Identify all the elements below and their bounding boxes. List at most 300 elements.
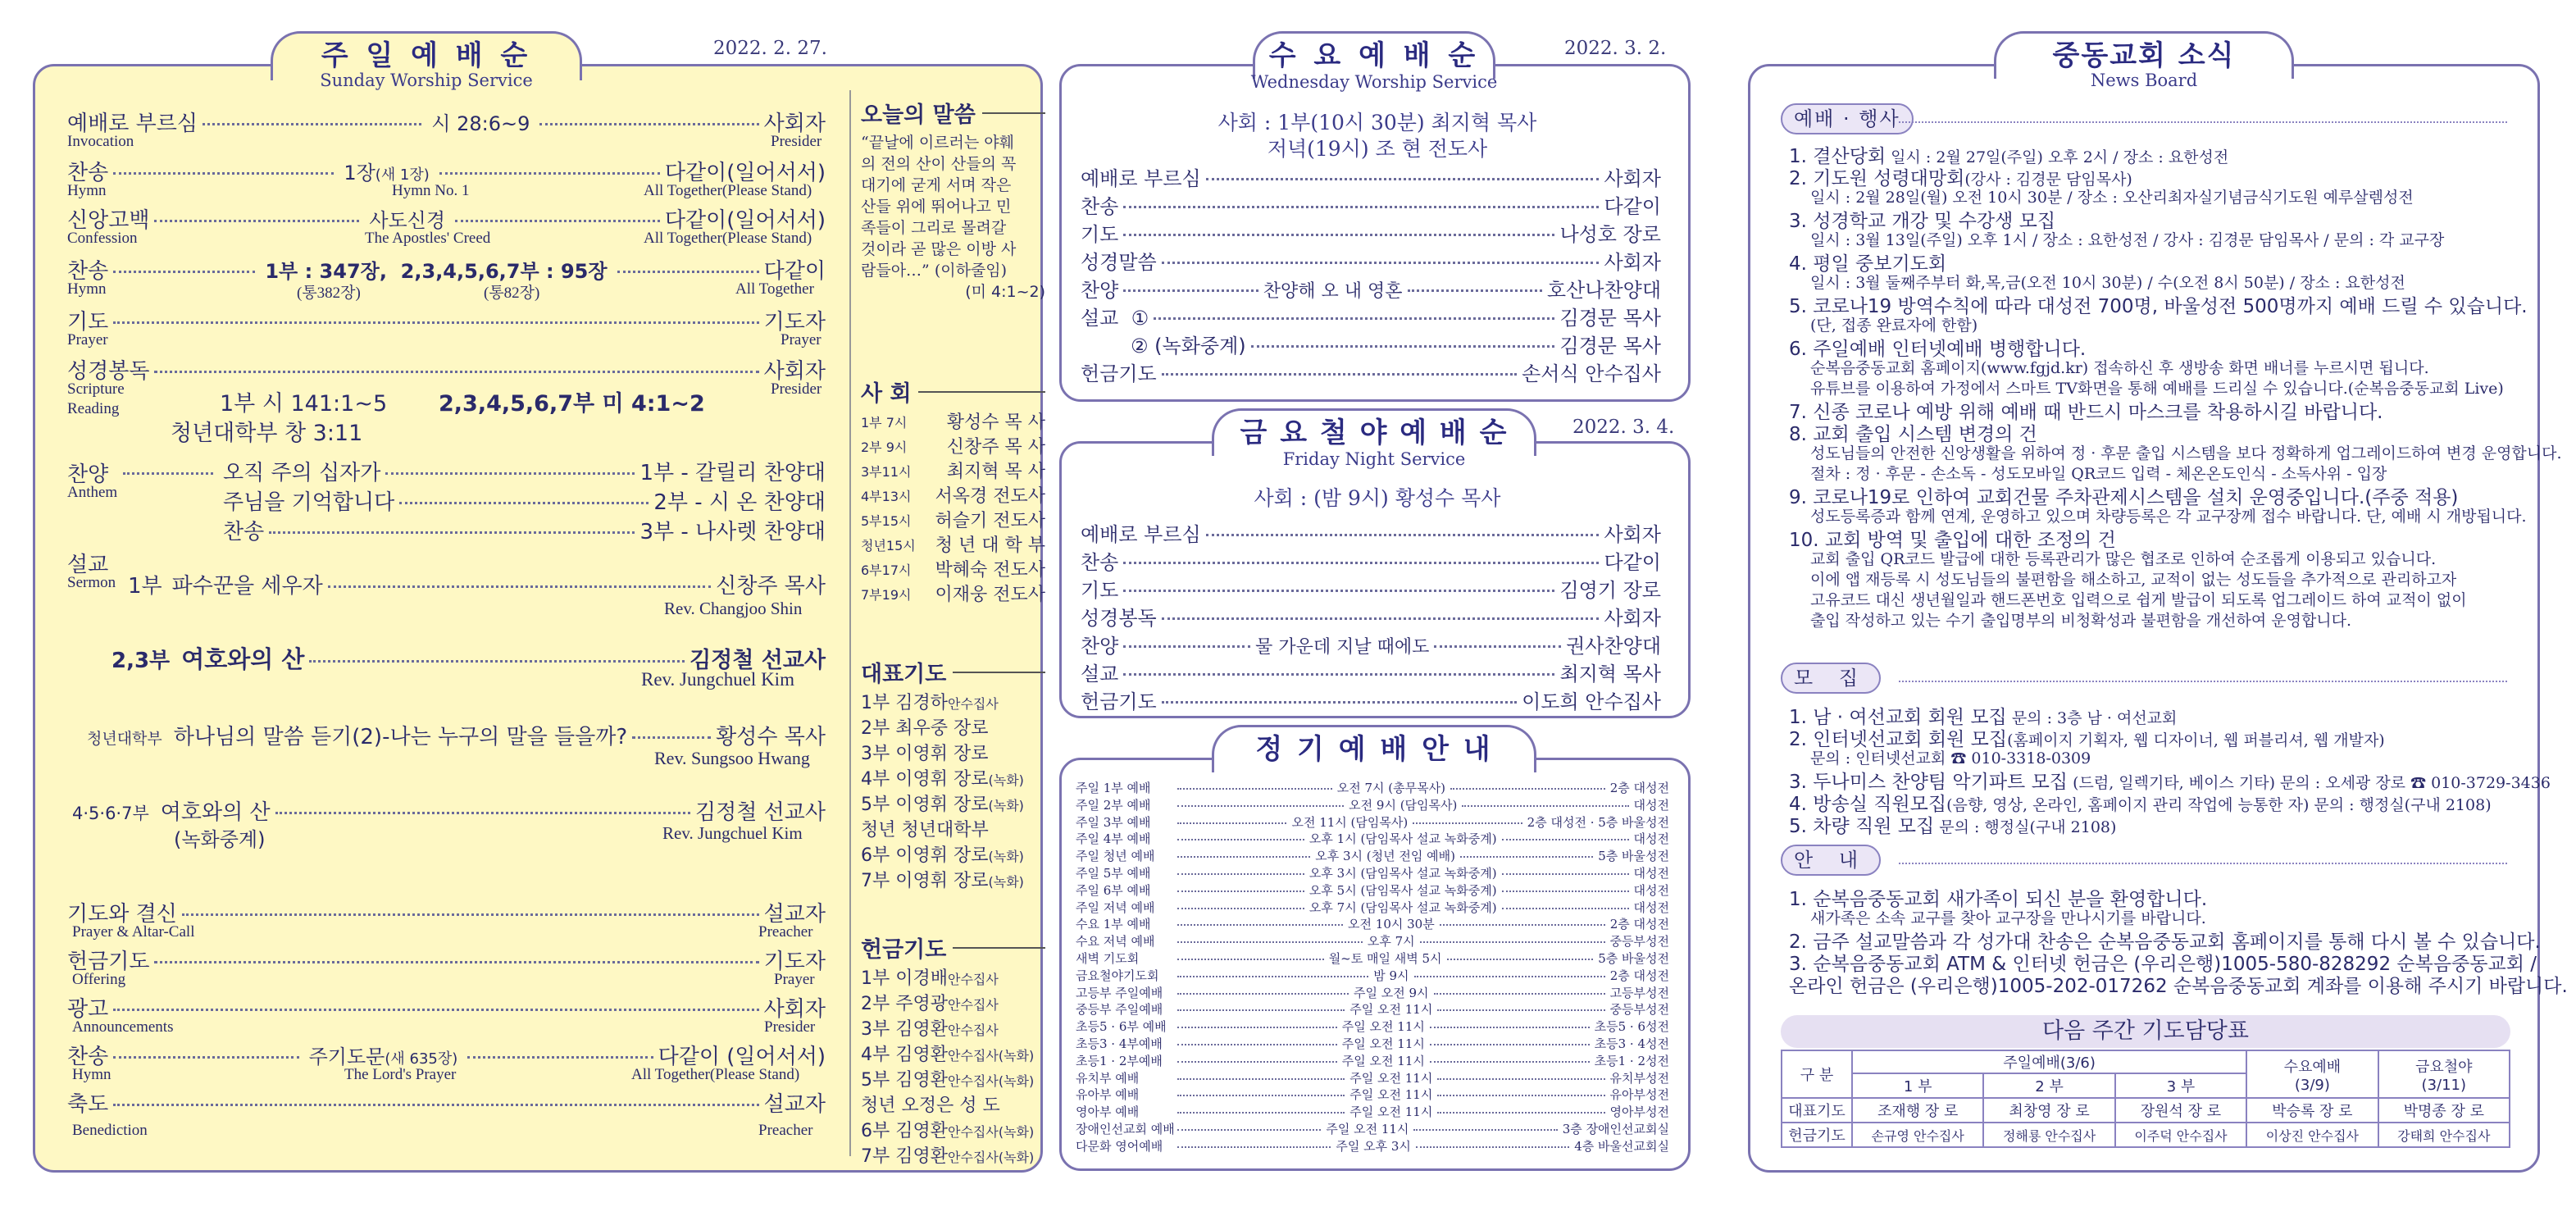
rep-item (861, 691, 1045, 717)
schedule-place: 중등부성전 (1609, 934, 1669, 950)
schedule-row (1076, 779, 1669, 796)
friday-title-tab: 금 요 철 야 예 배 순 (1212, 408, 1536, 456)
order-hymn-1: 찬송 1장(새 1장) 다같이(일어서서) (67, 161, 826, 185)
dots (1206, 534, 1600, 536)
off-item (861, 1018, 1045, 1043)
news-item-detail: 교회 출입 QR코드 발급에 대한 등록관리가 많은 협조로 인하여 순조롭게 이용되고 있습니다. (1810, 550, 2437, 568)
dots (1502, 908, 1629, 909)
order-mid: 찬양해 오 내 영혼 (1263, 281, 1403, 302)
schedule-row (1076, 847, 1669, 864)
dots (1502, 839, 1629, 840)
anthem-2: 주님을 기억합니다 2부 - 시 온 찬양대 (223, 490, 826, 515)
off-item (861, 1068, 1045, 1094)
dots (1162, 617, 1600, 620)
schedule-time: 밤 9시 (1373, 968, 1409, 983)
sunday-date: 2022. 2. 27. (713, 38, 827, 59)
dots (1177, 976, 1368, 977)
dots (1177, 822, 1286, 824)
schedule-time: 오전 10시 30분 (1348, 917, 1435, 932)
dots (1430, 1027, 1590, 1028)
order-altar-call: 기도와 결신 설교자 (67, 902, 826, 927)
rep-item (861, 717, 1045, 742)
order-label: 설교 ① (1081, 307, 1149, 330)
schedule-name: 초등3 · 4부예배 (1076, 1036, 1163, 1051)
schedule-time: 주일 오전 11시 (1341, 1019, 1425, 1035)
order-hymn-2: 찬송 1부 : 347장, 2,3,4,5,6,7부 : 95장 다같이 (67, 259, 826, 284)
schedule-time: 주일 오전 11시 (1349, 1087, 1433, 1103)
news-item-title: 6. 주일예배 인터넷예배 병행합니다. (1789, 339, 2087, 360)
dots (1177, 890, 1304, 892)
order-label: 헌금기도 (1081, 690, 1157, 713)
host-name: 서옥경 전도사 (935, 486, 1045, 507)
news-item-detail: 절차 : 정 · 후문 - 손소독 - 성도모바일 QR코드 입력 - 체온온도인식 - 소독사위 - 입장 (1810, 465, 2387, 483)
schedule-time: 오전 7시 (총무목사) (1336, 781, 1445, 795)
schedule-row (1076, 1000, 1669, 1018)
dots (1177, 1027, 1337, 1028)
schedule-place: 초등1 · 2성전 (1594, 1053, 1669, 1068)
dots (1177, 1044, 1337, 1045)
schedule-time: 오후 1시 (담임목사 설교 녹화중계) (1308, 831, 1497, 847)
dots (1450, 788, 1605, 790)
order-label: 성경봉독 (1081, 607, 1157, 630)
host-part: 4부13시 (861, 489, 912, 504)
prayer-table-title: 다음 주간 기도담당표 (1781, 1015, 2510, 1048)
news-item-detail: 일시 : 3월 둘째주부터 화,목,금(오전 10시 30분) / 수(오전 8시 50분) / 장소 : 요한성전 (1810, 274, 2405, 292)
rep-name: 1부 김경하 (861, 693, 948, 713)
rep-name: 2부 최우중 장로 (861, 718, 989, 739)
host-name: 허슬기 전도사 (935, 511, 1045, 531)
word-line: 람들아…” (이하줄임) (861, 262, 1008, 280)
schedule-row (1076, 1069, 1669, 1086)
dots (1502, 890, 1629, 892)
schedule-row (1076, 813, 1669, 831)
schedule-row (1076, 899, 1669, 916)
schedule-time: 주일 오전 9시 (1354, 985, 1429, 1000)
news-item (1789, 971, 2568, 998)
dots (1177, 908, 1304, 909)
schedule-name: 주일 2부 예배 (1076, 797, 1151, 813)
order-scripture: 성경봉독 사회자 (67, 359, 826, 384)
rep-name: 5부 이영휘 장로 (861, 795, 989, 815)
host-item (861, 558, 1045, 583)
friday-row (1081, 546, 1661, 575)
off-item (861, 1043, 1045, 1068)
schedule-place: 5층 바울성전 (1598, 849, 1669, 864)
order-value: 다같이 (1604, 195, 1661, 218)
dots (1123, 289, 1258, 292)
schedule-name: 주일 5부 예배 (1076, 866, 1151, 881)
sunday-title: 주 일 예 배 순 (321, 39, 532, 72)
host-part: 청년15시 (861, 538, 916, 553)
schedule-title-tab: 정 기 예 배 안 내 (1212, 725, 1536, 772)
schedule-row (1076, 1120, 1669, 1137)
schedule-time: 주일 오전 11시 (1341, 1053, 1425, 1068)
schedule-row (1076, 881, 1669, 899)
order-label: ② (녹화중계) (1081, 335, 1246, 358)
dots (1462, 805, 1628, 807)
sermon-1: 1부 파수꾼을 세우자 신창주 목사 (128, 574, 826, 599)
order-label: 설교 (1081, 663, 1119, 685)
schedule-row (1076, 984, 1669, 1001)
news-item-detail: 고유코드 대신 생년월일과 핸드폰번호 입력으로 쉽게 발급이 되도록 업그레이드 하여 교적이 없이 (1810, 591, 2467, 609)
news-item-title: 9. 코로나19로 인하여 교회건물 주차관제시스템을 설치 운영중입니다.(주중 적용) (1789, 487, 2459, 508)
dots (1177, 805, 1344, 807)
news-item-detail: 출입 작성하고 있는 수기 출입명부의 비청확성과 불편함을 개선하여 운영합니다. (1810, 612, 2352, 630)
friday-row (1081, 518, 1661, 547)
schedule-time: 오후 7시 (담임목사 설교 녹화중계) (1308, 900, 1497, 915)
dots (1123, 206, 1599, 208)
news-category-events: 예배 · 행사 (1781, 103, 1914, 134)
news-item-detail: 일시 : 3월 13일(주일) 오후 1시 / 장소 : 요한성전 / 강사 : 김경문 담임목사 / 문의 : 각 교구장 (1810, 231, 2445, 249)
word-line: 것이라 곧 많은 이방 사 (861, 240, 1017, 258)
host-name: 신창주 목 사 (946, 437, 1045, 458)
off-item (861, 1094, 1045, 1119)
dots (1413, 1129, 1557, 1131)
host-part: 5부15시 (861, 513, 912, 529)
news-category-recruit: 모 집 (1781, 663, 1881, 694)
schedule-name: 새벽 기도회 (1076, 951, 1140, 966)
schedule-row (1076, 1137, 1669, 1155)
scripture-3: 청년대학부 창 3:11 (171, 421, 363, 446)
off-name: 4부 김영환 (861, 1045, 948, 1065)
schedule-name: 금요철야기도회 (1076, 968, 1159, 983)
order-value: 나성호 장로 (1559, 223, 1661, 246)
schedule-name: 주일 3부 예배 (1076, 814, 1151, 830)
news-item-sub: (음향, 영상, 온라인, 홈페이지 관리 작업에 능통한 자) 문의 : 행정실(구내 2108) (1946, 796, 2492, 814)
dots (1177, 993, 1349, 995)
word-line: 산들 위에 뛰어나고 민 (861, 198, 1012, 216)
wednesday-title-tab: 수 요 예 배 순 (1253, 31, 1495, 79)
news-item-title: 3. 성경학교 개강 및 수강생 모집 (1789, 211, 2056, 232)
dots (1123, 645, 1250, 648)
rep-item (861, 793, 1045, 818)
order-value: 최지혁 목사 (1559, 663, 1661, 685)
dots (1437, 1078, 1604, 1080)
order-mid: 물 가운데 지날 때에도 (1255, 637, 1430, 658)
news-item-title: 8. 교회 출입 시스템 변경의 건 (1789, 424, 2037, 445)
wednesday-row (1081, 190, 1661, 219)
rep-item (861, 742, 1045, 767)
order-label: 찬양 (1081, 279, 1119, 302)
host-item (861, 583, 1045, 608)
order-offering: 헌금기도 기도자 (67, 950, 826, 974)
dots (1434, 645, 1561, 648)
schedule-name: 유아부 예배 (1076, 1087, 1140, 1103)
rep-suffix: (녹화) (988, 798, 1024, 813)
word-line: 의 전의 산이 산들의 꼭 (861, 155, 1017, 173)
order-label: 찬양 (1081, 635, 1119, 658)
news-item-detail: 순복음중동교회 홈페이지(www.fgjd.kr) 접속하신 후 생방송 화면 배너를 누르시면 됩니다. (1810, 359, 2429, 377)
host-part: 6부17시 (861, 563, 912, 578)
sunday-subtitle: Sunday Worship Service (320, 71, 533, 90)
order-label: 찬송 (1081, 551, 1119, 574)
news-item-sub: (드럼, 일렉기타, 베이스 기타) 문의 : 오세광 장로 ☎ 010-3729-3436 (2068, 774, 2551, 792)
news-item-detail: 새가족은 소속 교구를 찾아 교구장을 만나시기를 바랍니다. (1810, 909, 2206, 927)
anthem-dots (123, 472, 213, 475)
sermon-2: 2,3부 여호와의 산 김정철 선교사 (112, 645, 826, 673)
rep-item (861, 844, 1045, 869)
host-item (861, 485, 1045, 509)
dots (1177, 1009, 1345, 1011)
dots (1430, 1061, 1590, 1063)
off-suffix: 안수집사 (948, 997, 999, 1013)
rep-name: 4부 이영휘 장로 (861, 769, 989, 790)
dots (1177, 856, 1310, 858)
scripture-2: 2,3,4,5,6,7부 미 4:1~2 (439, 391, 705, 417)
order-value: 호산나찬양대 (1546, 279, 1662, 302)
order-value: 이도희 안수집사 (1522, 690, 1661, 713)
off-suffix: 안수집사(녹화) (948, 1124, 1035, 1140)
host-list: 사 회 1부 7시 황성수 목 사 2부 9시 신창주 목 사 3부11시 최지혁 목 사 4부13시 서옥경 전도사 5부15시 허슬기 전도사 청년15시 청 년 대 학 부 6부17시 박혜숙 전도사 7부19시 이재웅 전도사 (861, 376, 1045, 608)
rep-name: 7부 이영휘 장로 (861, 871, 989, 891)
schedule-place: 5층 바울성전 (1598, 951, 1669, 966)
news-item-title: 온라인 헌금은 (우리은행)1005-202-017262 순복음중동교회 계좌를 이용해 주시기 바랍니다. (1789, 976, 2568, 997)
off-suffix: 안수집사(녹화) (948, 1150, 1035, 1165)
news-item-title: 4. 방송실 직원모집 (1789, 794, 1947, 815)
off-item (861, 967, 1045, 992)
prayer-table: 구 분 주일예배(3/6) 수요예배 (3/9) 금요철야 (3/11) 1 부 2 부 3 부 대표기도 조재행 장 로 최창영 장 로 장원석 장 로 박승록 장 로 박명종 장 로 헌금기도 손규영 안수집사 정해룡 안수집사 이주덕 안수집사 이상진 안수집사 강태희 안수집사 (1781, 1050, 2510, 1148)
wednesday-row (1081, 358, 1661, 386)
host-item (861, 509, 1045, 534)
dots (1437, 1112, 1604, 1114)
dots (1437, 1095, 1604, 1096)
wednesday-row (1081, 330, 1661, 358)
schedule-name: 수요 1부 예배 (1076, 917, 1151, 932)
news-item-title: 2. 금주 설교말씀과 각 성가대 찬송은 순복음중동교회 홈페이지를 통해 다시 볼 수 있습니다. (1789, 931, 2541, 953)
schedule-place: 초등5 · 6성전 (1594, 1019, 1669, 1035)
order-label: 성경말씀 (1081, 251, 1157, 274)
dots (1123, 234, 1554, 236)
order-value: 사회자 (1604, 523, 1661, 546)
off-suffix: 안수집사(녹화) (948, 1073, 1035, 1089)
scripture-1: 1부 시 141:1~5 (220, 391, 388, 417)
host-item (861, 460, 1045, 485)
schedule-name: 다문화 영어예배 (1076, 1138, 1163, 1154)
schedule-place: 대성전 (1633, 831, 1669, 847)
order-benediction: 축도 설교자 (67, 1092, 826, 1117)
schedule-name: 수요 저녁 예배 (1076, 934, 1155, 950)
schedule-time: 오후 3시 (청년 전임 예배) (1315, 849, 1455, 864)
dots (1420, 941, 1605, 943)
schedule-place: 중등부성전 (1609, 1002, 1669, 1018)
sermon-4: 4·5·6·7부 여호와의 산 김정철 선교사 (72, 800, 826, 825)
dots (1251, 345, 1555, 348)
rep-name: 3부 이영휘 장로 (861, 744, 989, 764)
schedule-place: 2층 대성전 · 5층 바울성전 (1527, 814, 1670, 830)
order-value: 김영기 장로 (1559, 579, 1661, 602)
schedule-name: 주일 1부 예배 (1076, 781, 1151, 795)
news-item-sub: 문의 : 3층 남 · 여선교회 (2006, 709, 2178, 727)
dots (1502, 873, 1629, 875)
table-row: 대표기도 조재행 장 로 최창영 장 로 장원석 장 로 박승록 장 로 박명종 장 로 (1782, 1098, 2510, 1123)
schedule-name: 주일 청년 예배 (1076, 849, 1155, 864)
news-item-detail: 유튜브를 이용하여 가정에서 스마트 TV화면을 통해 예배를 드리실 수 있습니다.(순복음중동교회 Live) (1810, 380, 2504, 398)
schedule-place: 2층 대성전 (1609, 917, 1670, 932)
host-name: 황성수 목 사 (946, 412, 1045, 433)
schedule-place: 대성전 (1633, 882, 1669, 898)
host-name: 최지혁 목 사 (946, 462, 1045, 482)
word-line: “끝날에 이르러는 야훼 (861, 134, 1014, 152)
wednesday-row (1081, 162, 1661, 191)
schedule-place: 유아부성전 (1609, 1087, 1669, 1103)
schedule-name: 영아부 예배 (1076, 1105, 1140, 1120)
schedule-name: 중등부 주일예배 (1076, 1002, 1163, 1018)
off-suffix: 안수집사(녹화) (948, 1048, 1035, 1064)
host-item (861, 411, 1045, 435)
news-item-sub: (홈페이지 기획자, 웹 디자이너, 웹 퍼블리셔, 웹 개발자) (2007, 731, 2385, 749)
dots (1177, 924, 1343, 926)
schedule-name: 초등1 · 2부예배 (1076, 1053, 1163, 1068)
order-invocation: 예배로 부르심 시 28:6~9 사회자 (67, 112, 826, 136)
offering-prayer-list: 헌금기도 1부 이경배안수집사 2부 주영광안수집사 3부 김영환안수집사 4부 김영환안수집사(녹화) 5부 김영환안수집사(녹화) 청년 오정은 성 도 6부 김영환안수집사(녹화) 7부 김영환안수집사(녹화) (861, 931, 1045, 1170)
schedule-row (1076, 1018, 1669, 1035)
dots (1447, 959, 1594, 960)
wednesday-row (1081, 274, 1661, 303)
news-item-title: 1. 순복음중동교회 새가족이 되신 분을 환영합니다. (1789, 889, 2208, 910)
order-label: 찬송 (1081, 195, 1119, 218)
dots (1434, 993, 1605, 995)
dots (1154, 317, 1554, 320)
host-name: 이재웅 전도사 (935, 585, 1045, 605)
host-name: 청 년 대 학 부 (935, 535, 1045, 556)
news-item-title: 2. 인터넷선교회 회원 모집 (1789, 729, 2008, 750)
schedule-place: 초등3 · 4성전 (1594, 1036, 1669, 1051)
order-value: 권사찬양대 (1566, 635, 1662, 658)
dots (1177, 839, 1304, 840)
schedule-row (1076, 932, 1669, 950)
order-confession: 신앙고백 사도신경 다같이(일어서서) (67, 208, 826, 233)
order-hymn-3: 찬송 주기도문(새 635장) 다같이 (일어서서) (67, 1045, 826, 1069)
order-value: 손서식 안수집사 (1522, 362, 1661, 385)
anthem-3: 찬송 3부 - 나사렛 찬양대 (223, 520, 826, 544)
dots (1162, 701, 1517, 704)
dots (1437, 1009, 1604, 1011)
schedule-row (1076, 950, 1669, 967)
dots (1177, 1061, 1337, 1063)
news-item-detail: 성도님들의 안전한 신앙생활을 위하여 정 · 후문 출입 시스템을 보다 정확하게 업그레이드하여 변경 운영합니다. (1810, 444, 2562, 462)
schedule-row (1076, 1052, 1669, 1069)
order-value: 김경문 목사 (1559, 307, 1661, 330)
schedule-time: 오전 9시 (담임목사) (1349, 797, 1458, 813)
rep-item (861, 818, 1045, 844)
dots (1177, 1129, 1321, 1131)
off-name: 청년 오정은 성 도 (861, 1095, 1000, 1116)
dots (1162, 262, 1600, 264)
schedule-time: 오후 7시 (1367, 934, 1415, 950)
schedule-row (1076, 796, 1669, 813)
schedule-row (1076, 864, 1669, 881)
schedule-time: 오후 5시 (담임목사 설교 녹화중계) (1308, 882, 1497, 898)
news-item-detail: 이에 앱 재등록 시 성도님들의 불편함을 해소하고, 교적이 없는 성도들을 추가적으로 관리하고자 (1810, 571, 2457, 589)
friday-row (1081, 602, 1661, 631)
schedule-time: 주일 오전 11시 (1349, 1105, 1433, 1120)
rep-item (861, 869, 1045, 895)
host-item (861, 534, 1045, 558)
off-item (861, 1145, 1045, 1170)
schedule-row (1076, 1035, 1669, 1052)
news-title-tab: 중동교회 소식 (1994, 31, 2294, 79)
wednesday-row (1081, 218, 1661, 247)
news-item (1789, 811, 2116, 838)
order-value: 사회자 (1604, 167, 1661, 190)
order-announcements: 광고 사회자 (67, 997, 826, 1022)
host-part: 1부 7시 (861, 415, 908, 430)
off-name: 7부 김영환 (861, 1146, 948, 1167)
dots (1413, 822, 1522, 824)
schedule-place: 영아부성전 (1609, 1105, 1669, 1120)
schedule-place: 대성전 (1633, 900, 1669, 915)
schedule-row (1076, 830, 1669, 847)
news-item-title: 5. 차량 직원 모집 (1789, 816, 1935, 837)
rep-suffix: 안수집사 (948, 696, 999, 712)
host-part: 3부11시 (861, 464, 912, 480)
news-item-title: 5. 코로나19 방역수칙에 따라 대성전 700명, 바울성전 500명까지 예배 드릴 수 있습니다. (1789, 296, 2528, 317)
schedule-place: 대성전 (1633, 866, 1669, 881)
news-item-sub: 일시 : 2월 27일(주일) 오후 2시 / 장소 : 요한성전 (1886, 148, 2229, 166)
dots (1177, 941, 1363, 943)
news-item-title: 7. 신종 코로나 예방 위해 예배 때 반드시 마스크를 착용하시길 바랍니다. (1789, 402, 2383, 423)
wednesday-row (1081, 246, 1661, 275)
schedule-place: 2층 대성전 (1609, 968, 1670, 983)
dots (1408, 289, 1542, 292)
news-item-title: 3. 두나미스 찬양팀 악기파트 모집 (1789, 772, 2069, 793)
rep-suffix: (녹화) (988, 849, 1024, 864)
schedule-place: 4층 바울선교회실 (1574, 1138, 1669, 1154)
off-suffix: 안수집사 (948, 1023, 999, 1038)
news-item-detail: 일시 : 2월 28일(월) 오전 10시 30분 / 장소 : 오산리최자실기념금식기도원 예루살렘성전 (1810, 189, 2414, 207)
off-name: 1부 이경배 (861, 968, 948, 989)
news-category-guide: 안 내 (1781, 845, 1881, 876)
friday-row (1081, 658, 1661, 686)
order-label: 헌금기도 (1081, 362, 1157, 385)
rep-prayer-list: 대표기도 1부 김경하안수집사 2부 최우중 장로 3부 이영휘 장로 4부 이영휘 장로(녹화) 5부 이영휘 장로(녹화) 청년 청년대학부 6부 이영휘 장로(녹화) 7부 이영휘 장로(녹화) (861, 656, 1045, 895)
schedule-place: 대성전 (1633, 797, 1670, 813)
schedule-time: 월~토 매일 새벽 5시 (1328, 951, 1442, 966)
order-label: 기도 (1081, 579, 1119, 602)
schedule-time: 주일 오후 3시 (1336, 1138, 1411, 1154)
dots (1177, 1095, 1345, 1096)
table-row: 헌금기도 손규영 안수집사 정해룡 안수집사 이주덕 안수집사 이상진 안수집사 강태희 안수집사 (1782, 1123, 2510, 1147)
dots (1177, 788, 1332, 790)
schedule-time: 주일 오전 11시 (1349, 1070, 1433, 1086)
order-value: 사회자 (1604, 607, 1661, 630)
news-item-title: 1. 남 · 여선교회 회원 모집 (1789, 707, 2007, 728)
off-name: 6부 김영환 (861, 1121, 948, 1141)
schedule-row (1076, 1086, 1669, 1103)
sunday-divider (849, 90, 851, 1156)
host-name: 박혜숙 전도사 (935, 560, 1045, 581)
dots (1177, 1112, 1345, 1114)
schedule-time: 주일 오전 11시 (1341, 1036, 1425, 1051)
rep-suffix: (녹화) (988, 772, 1024, 788)
schedule-time: 오전 11시 (담임목사) (1291, 814, 1409, 830)
host-item (861, 435, 1045, 460)
schedule-place: 유치부성전 (1609, 1070, 1669, 1086)
rep-item (861, 767, 1045, 793)
news-item-detail: 성도등록증과 함께 연계, 운영하고 있으며 차량등록은 각 교구장께 접수 바랍니다. 단, 예배 시 개방됩니다. (1810, 508, 2527, 526)
dots (1177, 1078, 1345, 1080)
dots (1123, 673, 1554, 676)
off-item (861, 992, 1045, 1018)
schedule-name: 주일 6부 예배 (1076, 882, 1151, 898)
dots (1440, 924, 1605, 926)
schedule-name: 주일 저녁 예배 (1076, 900, 1155, 915)
sermon-3: 청년대학부 하나님의 말씀 듣기(2)-나는 누구의 말을 들을까? 황성수 목사 (87, 725, 826, 749)
schedule-name: 주일 4부 예배 (1076, 831, 1151, 847)
word-line: (미 4:1~2) (965, 283, 1045, 301)
friday-row (1081, 630, 1661, 658)
news-item-detail: (단, 접종 완료자에 한함) (1810, 317, 1978, 335)
